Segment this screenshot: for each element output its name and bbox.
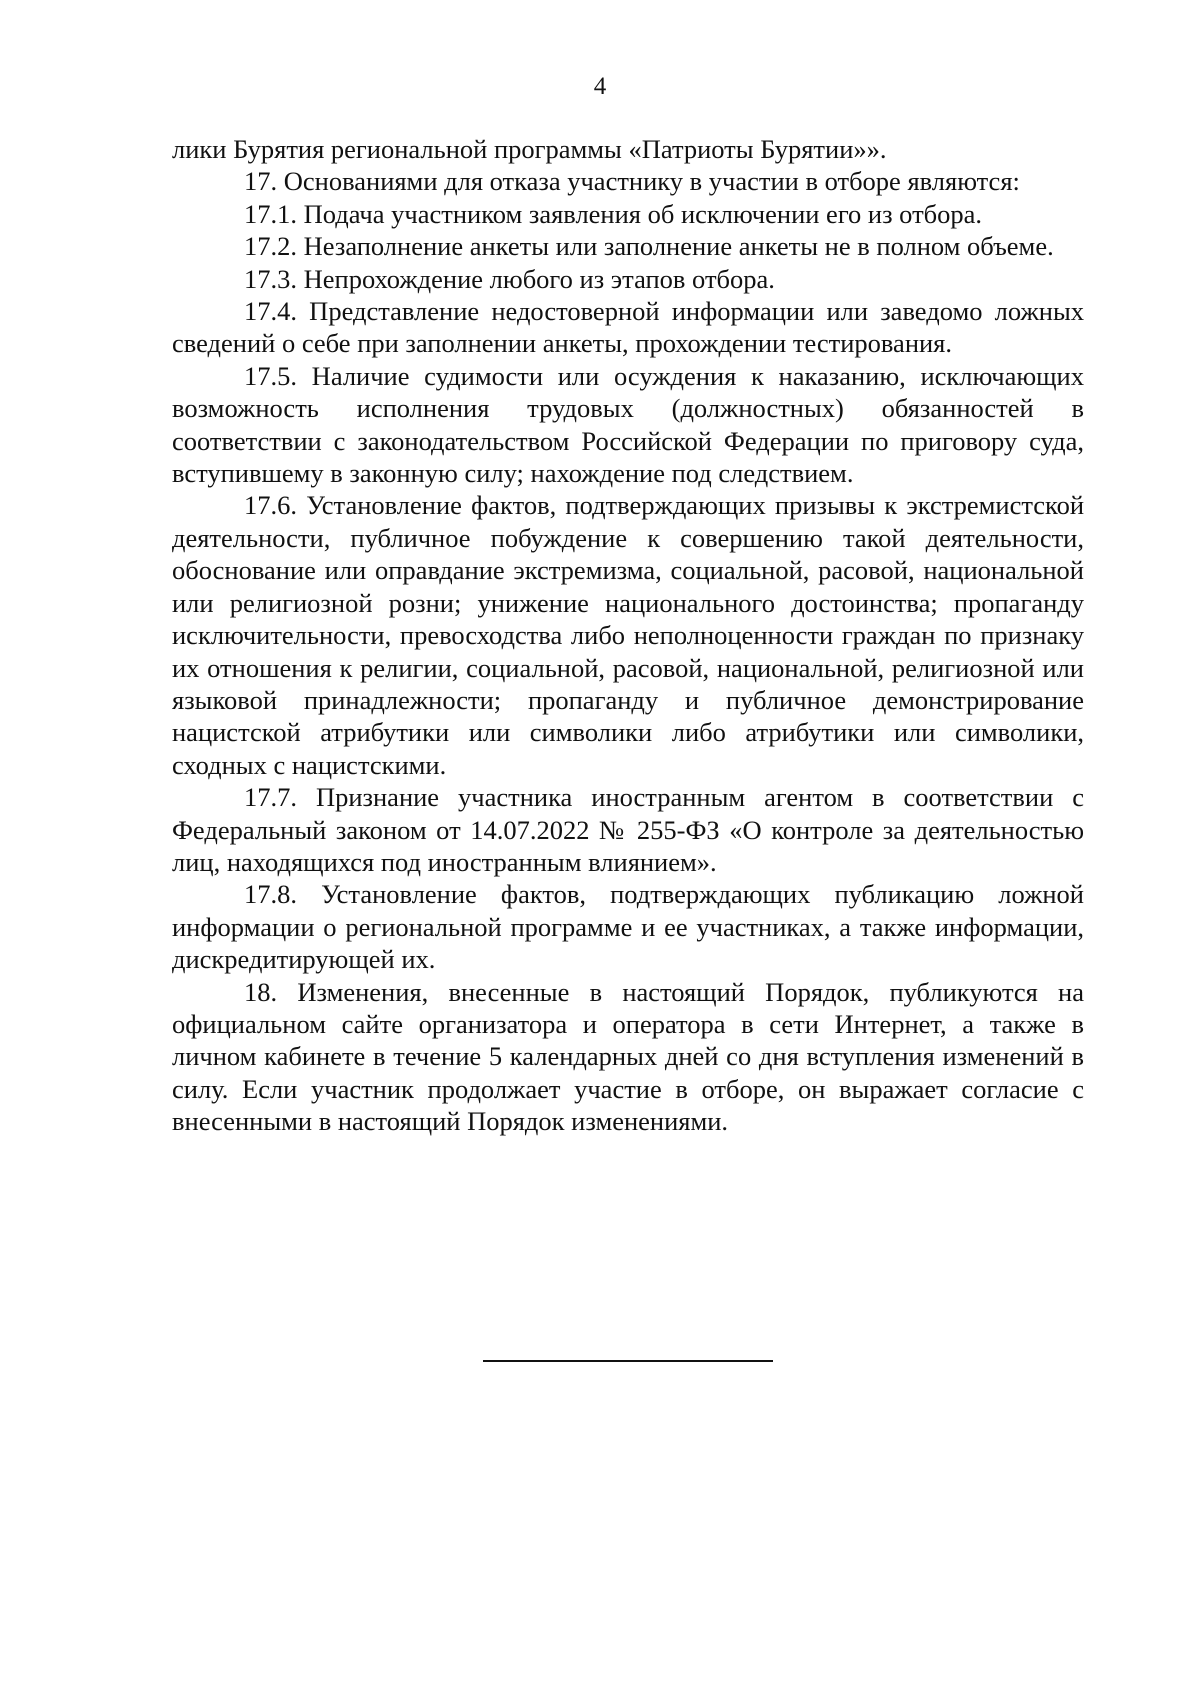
paragraph-17-5: 17.5. Наличие судимости или осуждения к наказанию, исключающих возможность исполнения трудовых (должностных) обязанностей в соответствии с законодательством Российской Федерации по приговору суда, вступившему в законную силу; нахождение под следствием. — [172, 360, 1084, 489]
paragraph-18: 18. Изменения, внесенные в настоящий Порядок, публикуются на официальном сайте организатора и оператора в сети Интернет, а также в личном кабинете в течение 5 календарных дней со дня вступления изменений в силу. Если участник продолжает участие в отборе, он выражает согласие с внесенными в настоящий Порядок изменениями. — [172, 976, 1084, 1137]
page-number: 4 — [593, 73, 607, 100]
paragraph-17-2: 17.2. Незаполнение анкеты или заполнение анкеты не в полном объеме. — [244, 231, 1054, 262]
end-of-document-rule — [483, 1360, 773, 1362]
paragraph-17-4: 17.4. Представление недостоверной информации или заведомо ложных сведений о себе при заполнении анкеты, прохождении тестирования. — [172, 296, 1084, 359]
paragraph-17-3: 17.3. Непрохождение любого из этапов отбора. — [244, 263, 775, 294]
paragraph-17-7: 17.7. Признание участника иностранным агентом в соответствии с Федеральный законом от 14.07.2022 № 255-ФЗ «О контроле за деятельностью лиц, находящихся под иностранным влиянием». — [172, 782, 1084, 877]
paragraph-17-8: 17.8. Установление фактов, подтверждающих публикацию ложной информации о региональной программе и ее участниках, а также информации, дискредитирующей их. — [172, 879, 1084, 975]
paragraph-17-1: 17.1. Подача участником заявления об исключении его из отбора. — [244, 198, 983, 229]
paragraph-continuation: лики Бурятия региональной программы «Патриоты Бурятии»». — [172, 134, 887, 164]
paragraph-17: 17. Основаниями для отказа участнику в участии в отборе являются: — [244, 166, 1020, 197]
paragraph-17-6: 17.6. Установление фактов, подтверждающих призывы к экстремистской деятельности, публичное побуждение к совершению такой деятельности, обоснование или оправдание экстремизма, социальной, расовой, национальной или религиозной розни; унижение национального достоинства; пропаганду исключительности, превосходства либо неполноценности граждан по признаку их отношения к религии, социальной, расовой, национальной, религиозной или языковой принадлежности; пропаганду и публичное демонстрирование нацистской атрибутики или символики либо атрибутики или символики, сходных с нацистскими. — [172, 490, 1084, 780]
document-body — [172, 133, 1084, 1138]
